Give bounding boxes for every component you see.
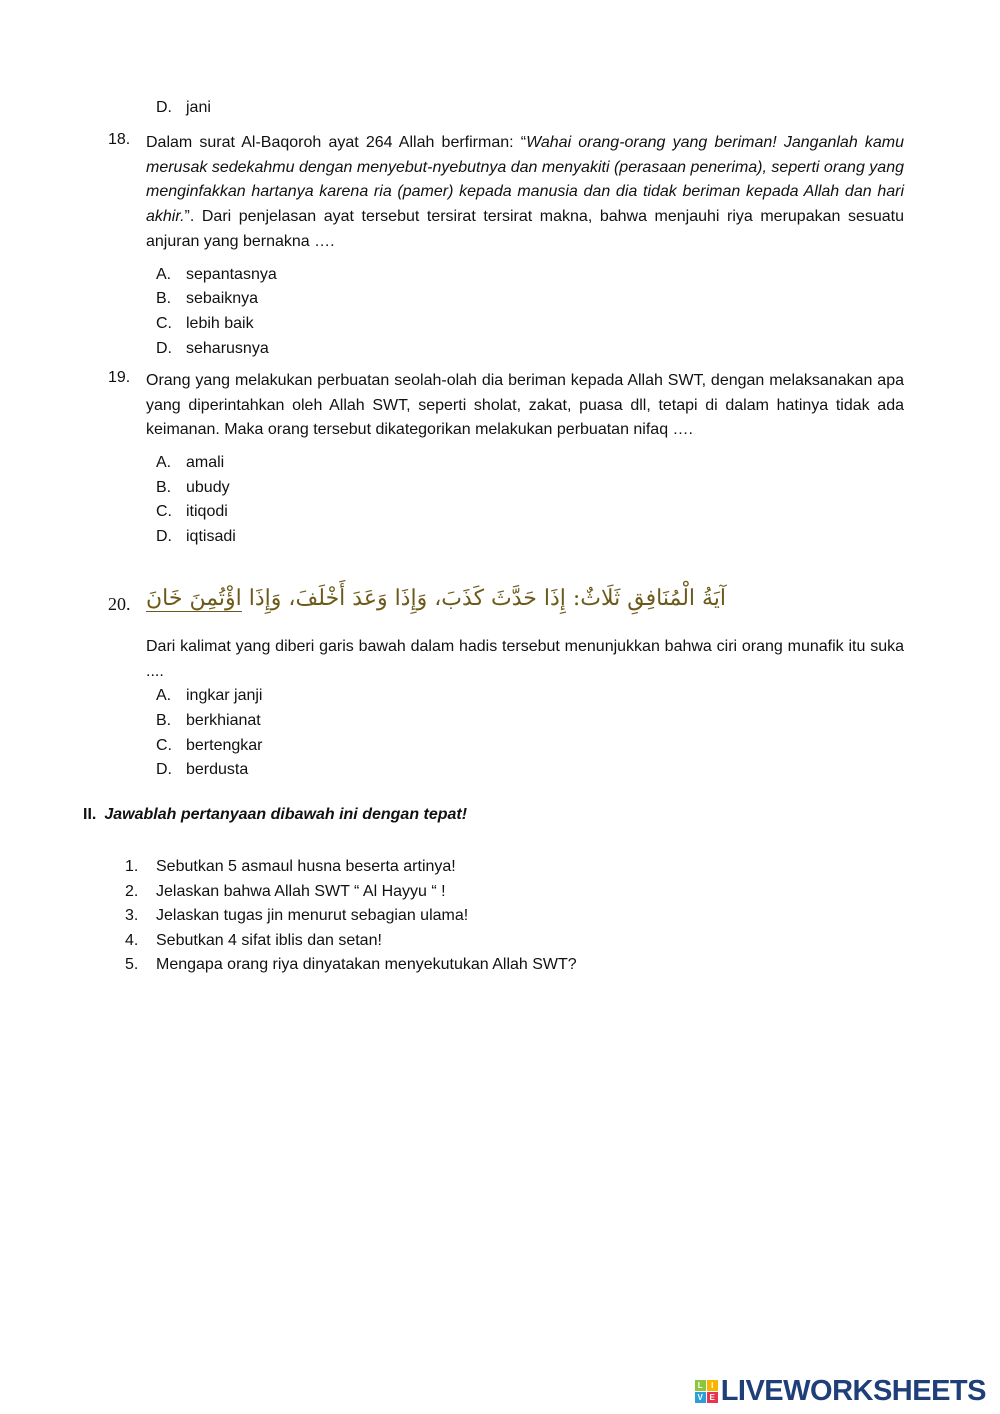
essay-item [125, 880, 577, 905]
options-list [156, 684, 904, 783]
option[interactable] [156, 451, 904, 476]
section-heading [83, 806, 467, 824]
item-number: 3. [125, 907, 139, 924]
option-text: lebih baik [186, 314, 254, 332]
hadith-arabic [146, 586, 726, 611]
option-text: sepantasnya [186, 265, 277, 283]
option-letter: D. [156, 99, 172, 116]
option-text: itiqodi [186, 503, 228, 521]
question-number: 18. [108, 131, 131, 148]
item-number: 1. [125, 858, 139, 875]
hadith-text: آيَةُ الْمُنَافِقِ ثَلَاثٌ: إِذَا حَدَّثَ كَذَبَ، وَإِذَا وَعَدَ أَخْلَفَ، وَإِذَا [241, 586, 727, 611]
option-text: sebaiknya [186, 290, 259, 308]
question-number: 19. [108, 369, 131, 386]
logo-cubes-icon [695, 1380, 718, 1403]
question-text [146, 131, 904, 255]
item-text: Jelaskan tugas jin menurut sebagian ulama! [156, 907, 469, 924]
option-text: ingkar janji [186, 687, 263, 705]
essay-item [125, 855, 577, 880]
cube: L [695, 1380, 706, 1391]
option[interactable] [156, 337, 904, 362]
option-letter: A. [156, 454, 172, 472]
item-number: 2. [125, 882, 139, 900]
option-letter: B. [156, 712, 172, 730]
section-number: II. [83, 806, 97, 823]
item-text: Jelaskan bahwa Allah SWT “ Al Hayyu “ ! [156, 882, 446, 900]
option-text: ubudy [186, 478, 230, 496]
options-list [156, 263, 904, 362]
option[interactable] [156, 734, 904, 759]
option-text: bertengkar [186, 736, 263, 754]
item-number: 4. [125, 931, 139, 949]
option-text: seharusnya [186, 339, 269, 357]
option[interactable] [156, 684, 904, 709]
option[interactable] [156, 500, 904, 525]
text-suffix: ”. Dari penjelasan ayat tersebut tersirat tersirat makna, bahwa menjauhi riya merupakan sesuatu anjuran yang bernakna …. [146, 208, 904, 250]
question-text: Orang yang melakukan perbuatan seolah-olah dia beriman kepada Allah SWT, dengan melaksanakan apa yang diperintahkan oleh Allah SWT, seperti sholat, zakat, puasa dll, tetapi di dalam hatinya tidak ada keimanan. Maka orang tersebut dikategorikan melakukan perbuatan nifaq …. [146, 372, 904, 439]
q17-option-d [108, 96, 904, 121]
option[interactable] [156, 525, 904, 550]
liveworksheets-logo [695, 1375, 986, 1408]
option[interactable] [156, 287, 904, 312]
essay-item [125, 904, 577, 929]
option[interactable] [156, 476, 904, 501]
option-letter: D. [156, 339, 172, 357]
hadith-underlined-text: اؤْتُمِنَ خَانَ [146, 586, 242, 611]
option-text: amali [186, 454, 225, 472]
option[interactable] [156, 263, 904, 288]
essay-item [125, 929, 577, 954]
option[interactable] [156, 758, 904, 783]
option-text: berdusta [186, 761, 249, 779]
question-text: Dari kalimat yang diberi garis bawah dalam hadis tersebut menunjukkan bahwa ciri orang munafik itu suka .... [146, 638, 904, 680]
option-letter: A. [156, 265, 172, 283]
option[interactable] [156, 709, 904, 734]
item-text: Mengapa orang riya dinyatakan menyekutukan Allah SWT? [156, 956, 577, 973]
option-letter: C. [156, 314, 172, 332]
option-text: iqtisadi [186, 528, 236, 546]
question-18 [108, 131, 904, 361]
option[interactable] [156, 312, 904, 337]
essay-questions [125, 855, 577, 978]
option-text: jani [186, 99, 211, 116]
essay-item [125, 953, 577, 978]
item-text: Sebutkan 5 asmaul husna beserta artinya! [156, 858, 456, 875]
section-title: Jawablah pertanyaan dibawah ini dengan tepat! [104, 806, 468, 823]
option-letter: D. [156, 761, 172, 779]
cube: E [707, 1392, 718, 1403]
item-number: 5. [125, 956, 139, 973]
cube: V [695, 1392, 706, 1403]
question-number: 20. [108, 594, 131, 614]
text-prefix: Dalam surat Al-Baqoroh ayat 264 Allah berfirman: “ [146, 134, 527, 151]
option-letter: C. [156, 736, 172, 754]
item-text: Sebutkan 4 sifat iblis dan setan! [156, 931, 382, 949]
logo-text: LIVEWORKSHEETS [720, 1375, 986, 1407]
question-19 [108, 369, 904, 550]
question-20 [108, 635, 904, 783]
option-letter: C. [156, 503, 172, 521]
options-list [156, 451, 904, 550]
option-letter: D. [156, 528, 172, 546]
option-letter: A. [156, 687, 172, 705]
option-text: berkhianat [186, 712, 261, 730]
quran-quote: Wahai orang-orang yang beriman! Janganlah kamu merusak sedekahmu dengan menyebut-nyebutnya dan menyakiti (perasaan penerima), seperti orang yang menginfakkan hartanya karena ria (pamer) kepada manusia dan dia tidak beriman kepada Allah dan hari akhir. [146, 134, 904, 226]
option-letter: B. [156, 290, 172, 308]
cube: I [707, 1380, 718, 1391]
option-letter: B. [156, 478, 172, 496]
